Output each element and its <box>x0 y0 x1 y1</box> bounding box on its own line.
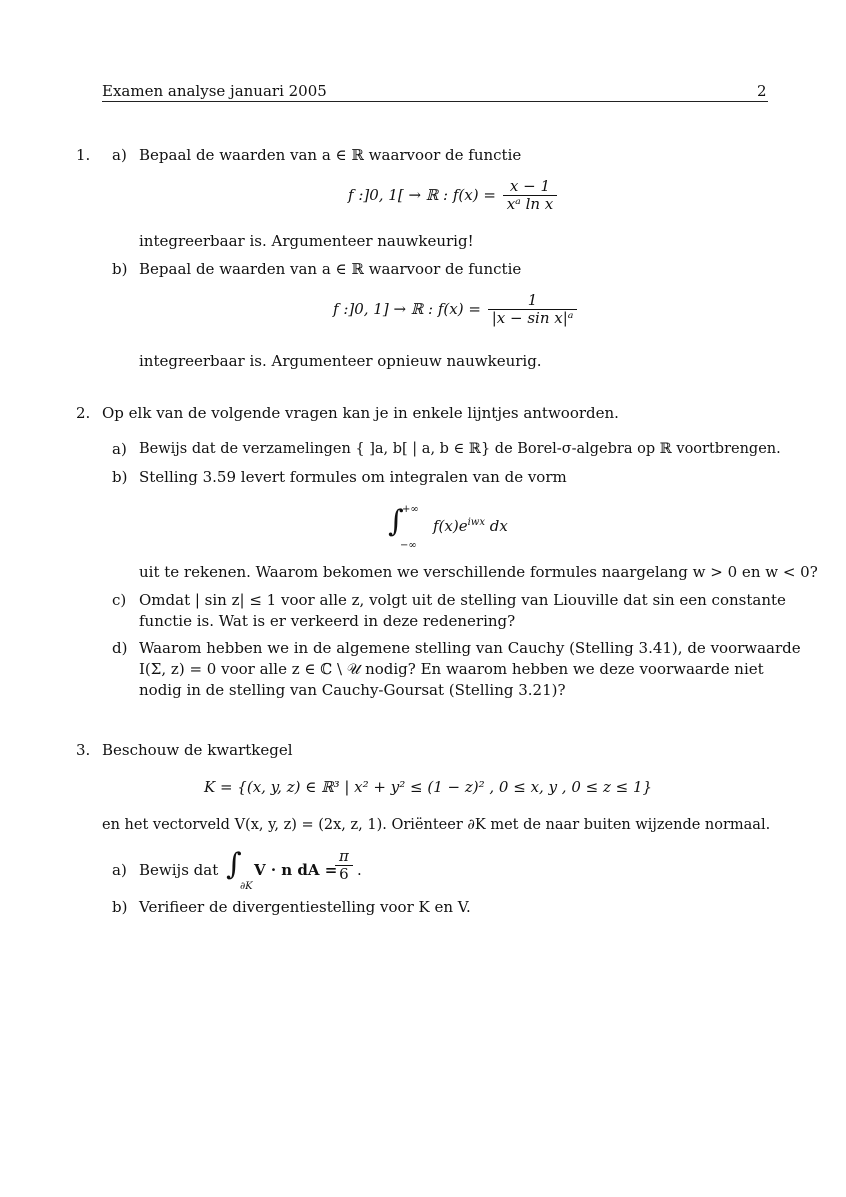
surface-integral-icon: ∫ <box>226 847 242 882</box>
integral-sign-icon: ∫ <box>388 504 404 539</box>
q3a-integral-subscript: ∂K <box>240 881 253 892</box>
q3a-period: . <box>357 861 362 879</box>
q3-intro: Beschouw de kwartkegel <box>102 741 293 759</box>
q2c-line-1: Omdat | sin z| ≤ 1 voor alle z, volgt uit de stelling van Liouville dat sin een constante <box>139 591 786 609</box>
q2-intro: Op elk van de volgende vragen kan je in enkele lijntjes antwoorden. <box>102 404 619 422</box>
q1a-label: a) <box>112 146 127 164</box>
q3b-text: Verifieer de divergentiestelling voor K en V. <box>139 898 471 916</box>
q2b-lower-limit: −∞ <box>400 540 417 551</box>
q2b-integrand: $f(x)e^{iwx}$ dx <box>433 517 508 535</box>
q3b-label: b) <box>112 898 128 916</box>
q1b-formula <box>333 292 579 328</box>
q1a-fraction <box>503 178 558 214</box>
q2b-label: b) <box>112 468 128 486</box>
q3a-frac-den: 6 <box>339 865 349 884</box>
q1a-outro: integreerbaar is. Argumenteer nauwkeurig! <box>139 232 474 250</box>
q2b-outro: uit te rekenen. Waarom bekomen we verschillende formules naargelang w > 0 en w < 0? <box>139 563 818 581</box>
q3a-text: Bewijs dat <box>139 861 219 879</box>
header-title: Examen analyse januari 2005 <box>102 82 327 100</box>
header-rule <box>102 101 768 102</box>
q1a-numerator: x − 1 <box>503 178 558 196</box>
q1b-fraction <box>488 292 578 328</box>
page-number: 2 <box>757 82 767 100</box>
q2c-label: c) <box>112 591 127 609</box>
q1b-label: b) <box>112 260 128 278</box>
question-2-number: 2. <box>76 404 91 422</box>
q3a-integral <box>226 846 366 894</box>
q2d-label: d) <box>112 639 128 657</box>
question-1-number: 1. <box>76 146 91 164</box>
q3-set-formula: K = {(x, y, z) ∈ ℝ³ | x² + y² ≤ (1 − z)² , 0 ≤ x, y , 0 ≤ z ≤ 1} <box>204 778 653 796</box>
q3a-fraction <box>335 848 353 884</box>
q2a-label: a) <box>112 440 127 458</box>
q2a-text: Bewijs dat de verzamelingen { ]a, b[ | a, b ∈ ℝ} de Borel-σ-algebra op ℝ voortbrengen. <box>139 441 781 457</box>
q1b-intro: Bepaal de waarden van a ∈ ℝ waarvoor de functie <box>139 260 522 278</box>
q2b-upper-limit: +∞ <box>402 504 419 515</box>
q1a-intro: Bepaal de waarden van a ∈ ℝ waarvoor de functie <box>139 146 522 164</box>
q2b-intro: Stelling 3.59 levert formules om integralen van de vorm <box>139 468 567 486</box>
q1a-denominator: xᵃ ln x <box>506 195 554 214</box>
q2d-line-2: I(Σ, z) = 0 voor alle z ∈ ℂ \ 𝒰 nodig? En waarom hebben we deze voorwaarde niet <box>139 660 764 678</box>
question-3-number: 3. <box>76 741 91 759</box>
q3a-integrand: V · n dA = <box>254 861 338 879</box>
q1b-denominator: |x − sin x|ᵃ <box>491 309 574 328</box>
q1a-formula-lhs: f :]0, 1[ → ℝ : f(x) = <box>348 185 496 204</box>
q1b-formula-lhs: f :]0, 1] → ℝ : f(x) = <box>333 299 481 318</box>
q2d-line-1: Waarom hebben we in de algemene stelling van Cauchy (Stelling 3.41), de voorwaarde <box>139 639 801 657</box>
q2c-line-2: functie is. Wat is er verkeerd in deze redenering? <box>139 612 516 630</box>
q1b-numerator: 1 <box>488 292 578 310</box>
q3a-frac-num: π <box>335 848 353 866</box>
q3-field-line: en het vectorveld V(x, y, z) = (2x, z, 1). Oriënteer ∂K met de naar buiten wijzende normaal. <box>102 817 771 833</box>
q1b-outro: integreerbaar is. Argumenteer opnieuw nauwkeurig. <box>139 352 542 370</box>
q1a-formula <box>348 178 559 214</box>
q2d-line-3: nodig in de stelling van Cauchy-Goursat (Stelling 3.21)? <box>139 681 566 699</box>
q3a-label: a) <box>112 861 127 879</box>
